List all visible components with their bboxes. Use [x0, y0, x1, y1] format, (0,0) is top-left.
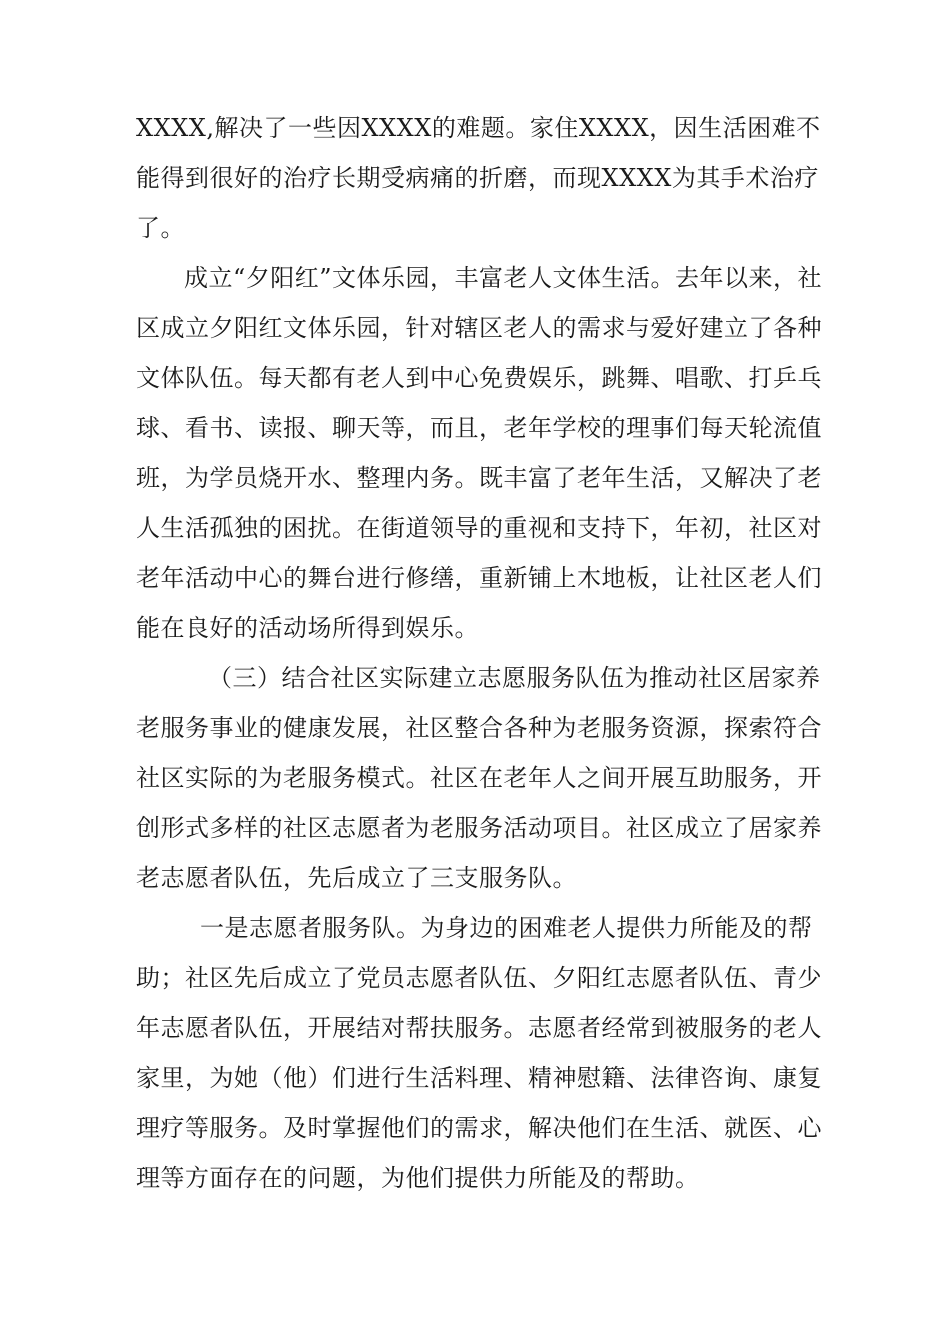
paragraph-continuation: XXXX,解决了一些因XXXX的难题。家住XXXX，因生活困难不能得到很好的治疗长期受病痛的折磨，而现XXXX为其手术治疗了。 [136, 114, 821, 242]
paragraph-volunteer-teams: （三）结合社区实际建立志愿服务队伍为推动社区居家养老服务事业的健康发展，社区整合各种为老服务资源，探索符合社区实际的为老服务模式。社区在老年人之间开展互助服务，开创形式多样的社区志愿者为老服务活动项目。社区成立了居家养老志愿者队伍，先后成立了三支服务队。 [136, 664, 822, 892]
paragraph-volunteer-service: 一是志愿者服务队。为身边的困难老人提供力所能及的帮助；社区先后成立了党员志愿者队伍、夕阳红志愿者队伍、青少年志愿者队伍，开展结对帮扶服务。志愿者经常到被服务的老人家里，为她（他）们进行生活料理、精神慰籍、法律咨询、康复理疗等服务。及时掌握他们的需求，解决他们在生活、就医、心理等方面存在的问题，为他们提供力所能及的帮助。 [136, 914, 822, 1192]
paragraph-sunset-club: 成立“夕阳红”文体乐园，丰富老人文体生活。去年以来，社区成立夕阳红文体乐园，针对辖区老人的需求与爱好建立了各种文体队伍。每天都有老人到中心免费娱乐，跳舞、唱歌、打乒乓球、看书、读报、聊天等，而且，老年学校的理事们每天轮流值班，为学员烧开水、整理内务。既丰富了老年生活，又解决了老人生活孤独的困扰。在街道领导的重视和支持下，年初，社区对老年活动中心的舞台进行修缮，重新铺上木地板，让社区老人们能在良好的活动场所得到娱乐。 [136, 264, 823, 642]
